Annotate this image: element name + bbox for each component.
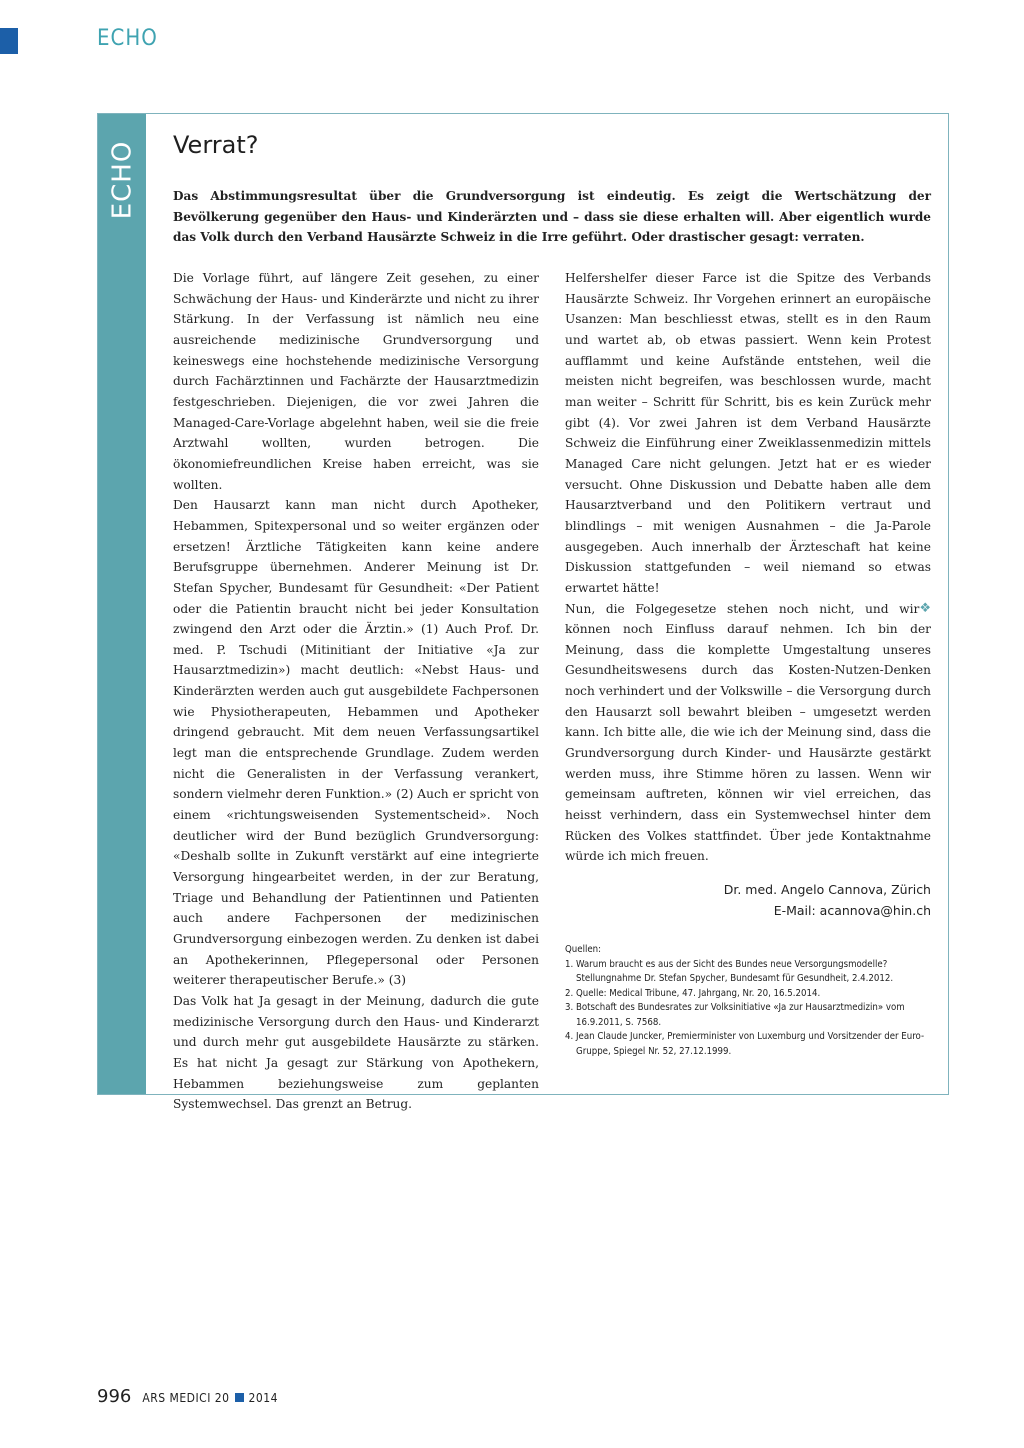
article-lead: Das Abstimmungsresultat über die Grundversorgung ist eindeutig. Es zeigt die Wertschätzung der Bevölkerung gegenüber den Haus- und Kinderärzten und – dass sie diese erhalten will. Aber eigentlich wurde das Volk durch den Verband Hausärzte Schweiz in die Irre geführt. Oder drastischer gesagt: verraten. (173, 189, 931, 245)
paragraph: Helfershelfer dieser Farce ist die Spitze des Verbands Hausärzte Schweiz. Ihr Vorgehen erinnert an europäische Usanzen: Man beschliesst etwas, stellt es in den Raum und wartet ab, ob etwas passiert. Wenn kein Protest aufflammt und keine Aufstände entstehen, weil die meisten nicht begreifen, was beschlossen wurde, macht man weiter – Schritt für Schritt, bis es kein Zurück mehr gibt (4). Vor zwei Jahren ist dem Verband Hausärzte Schweiz die Einführung einer Zweiklassenmedizin mittels Managed Care nicht gelungen. Jetzt hat er es wieder versucht. Ohne Diskussion und Debatte haben alle dem Hausarztverband und den Politikern vertraut und blindlings – mit wenigen Ausnahmen – die Ja-Parole ausgegeben. Auch innerhalb der Ärzteschaft hat keine Diskussion stattgefunden – weil niemand so etwas erwartet hätte! (565, 271, 931, 595)
journal-year: 2014 (248, 1391, 279, 1405)
paragraph: Den Hausarzt kann man nicht durch Apotheker, Hebammen, Spitexpersonal und so weiter ergänzen oder ersetzen! Ärztliche Tätigkeiten kann keine andere Berufsgruppe übernehmen. Anderer Meinung ist Dr. Stefan Spycher, Bundesamt für Gesundheit: «Der Patient oder die Patientin braucht nicht bei jeder Konsultation zwingend den Arzt oder die Ärztin.» (1) Auch Prof. Dr. med. P. Tschudi (Mitinitiant der Initiative «Ja zur Hausarztmedizin») macht deutlich: «Nebst Haus- und Kinderärzten werden auch gut ausgebildete Fachpersonen wie Physiotherapeuten, Hebammen und Apotheker dringend gebraucht. Mit dem neuen Verfassungsartikel legt man die entsprechende Grundlage. Zudem werden nicht die Generalisten in der Verfassung verankert, sondern vielmehr deren Funktion.» (2) Auch er spricht von einem «richtungsweisenden Systementscheid». Noch deutlicher wird der Bund bezüglich Grundversorgung: «Deshalb sollte in Zukunft verstärkt auf eine integrierte Versorgung hingearbeitet werden, in der zur Beratung, Triage und Behandlung der Patientinnen und Patienten auch andere Fachpersonen der medizinischen Grundversorgung einbezogen werden. Zu denken ist dabei an Apothekerinnen, Pflegepersonal oder Personen weiterer therapeutischer Berufe.» (3) (173, 498, 539, 988)
right-column (565, 268, 931, 1059)
paragraph: Das Volk hat Ja gesagt in der Meinung, dadurch die gute medizinische Versorgung durch den Haus- und Kinderarzt und durch mehr gut ausgebildete Hausärzte zu stärken. Es hat nicht Ja gesagt zur Stärkung von Apothekern, Hebammen beziehungsweise zum geplanten Systemwechsel. Das grenzt an Betrug. (173, 993, 539, 1112)
sources-title: Quellen: (565, 944, 602, 956)
left-column (173, 268, 539, 1115)
side-label-text: ECHO (107, 140, 138, 220)
sources-list (565, 958, 931, 1060)
end-mark-icon: ❖ (919, 600, 931, 616)
section-header: ECHO (97, 26, 158, 51)
sources (565, 943, 931, 1059)
author-name: Dr. med. Angelo Cannova, Zürich (723, 882, 931, 898)
source-item: 3. Botschaft des Bundesrates zur Volksinitiative «Ja zur Hausarztmedizin» vom 16.9.2011, S. 7568. (565, 1002, 905, 1028)
square-icon (235, 1393, 244, 1402)
source-item: 2. Quelle: Medical Tribune, 47. Jahrgang, Nr. 20, 16.5.2014. (565, 987, 821, 999)
page-footer (97, 1386, 278, 1407)
paragraph: Die Vorlage führt, auf längere Zeit gesehen, zu einer Schwächung der Haus- und Kinderärzte und nicht zu ihrer Stärkung. In der Verfassung ist nämlich neu eine ausreichende medizinische Grundversorgung und keineswegs eine hochstehende medizinische Versorgung durch Fachärztinnen und Fachärzte der Hausarztmedizin festgeschrieben. Diejenigen, die vor zwei Jahren die Managed-Care-Vorlage abgelehnt haben, weil sie die freie Arztwahl wollten, wurden betrogen. Die ökonomiefreundlichen Kreise haben erreicht, was sie wollten. (173, 271, 539, 492)
signature (565, 879, 931, 921)
article-frame (97, 113, 949, 1112)
source-item: 4. Jean Claude Juncker, Premierminister von Luxemburg und Vorsitzender der Euro-Gruppe, Spiegel Nr. 52, 27.12.1999. (565, 1031, 925, 1057)
page-number: 996 (97, 1386, 132, 1407)
author-email: E-Mail: acannova@hin.ch (773, 903, 931, 919)
paragraph-text: Nun, die Folgegesetze stehen noch nicht, und wir können noch Einfluss darauf nehmen. Ich bin der Meinung, dass die komplette Umgestaltung unseres Gesundheitswesens durch das Kosten-Nutzen-Denken noch verhindert und der Volkswille – die Versorgung durch den Hausarzt soll bewahrt bleiben – umgesetzt werden kann. Ich bitte alle, die wie ich der Meinung sind, dass die Grundversorgung durch Kinder- und Hausärzte gestärkt werden muss, ihre Stimme hören zu lassen. Wenn wir gemeinsam auftreten, können wir viel erreichen, das heisst verhindern, dass ein Systemwechsel hinter dem Rücken des Volkes stattfindet. Über jede Kontaktnahme würde ich mich freuen. (565, 601, 931, 864)
journal-name: ARS MEDICI 20 (142, 1391, 230, 1405)
side-bar (98, 114, 146, 1094)
side-label (100, 140, 144, 220)
article-title: Verrat? (173, 131, 259, 159)
source-item: 1. Warum braucht es aus der Sicht des Bundes neue Versorgungsmodelle? Stellungnahme Dr. Stefan Spycher, Bundesamt für Gesundheit, 2.4.2012. (565, 958, 894, 985)
section-marker (0, 28, 18, 54)
paragraph-with-end-mark (565, 599, 931, 868)
